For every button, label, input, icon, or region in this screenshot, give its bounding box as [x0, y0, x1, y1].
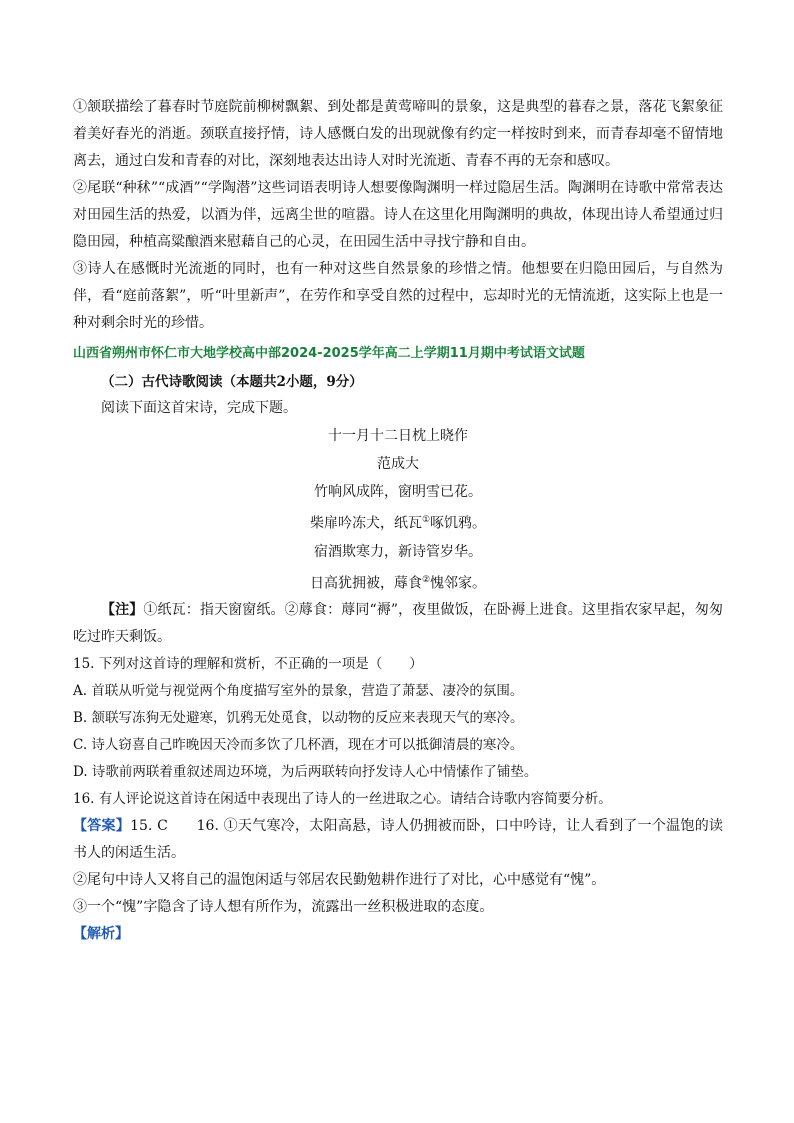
poem-line-4-part-a: 日高犹拥被，蓐食: [309, 575, 422, 592]
question-15-option-d: D. 诗歌前两联着重叙述周边环境，为后两联转向抒发诗人心中情愫作了铺垫。: [73, 764, 538, 781]
answer-paragraph-2: ②尾句中诗人又将自己的温饱闲适与邻居农民勤勉耕作进行了对比，心中感觉有“愧”。: [73, 872, 606, 889]
answer-paragraph-1: [73, 813, 723, 867]
poem-author: 范成大: [377, 456, 419, 472]
question-16-stem: 16. 有人评论说这首诗在闲适中表现出了诗人的一丝进取之心。请结合诗歌内容简要分析。: [73, 791, 612, 808]
note-label: 【注】: [101, 602, 144, 619]
question-15-option-c: C. 诗人窃喜自己昨晚因天冷而多饮了几杯酒，现在才可以抵御清晨的寒冷。: [73, 737, 524, 754]
poem-line-1: 竹响风成阵，窗明雪已花。: [314, 484, 482, 500]
analysis-paragraph-1: ①颔联描绘了暮春时节庭院前柳树飘絮、到处都是黄莺啼叫的景象，这是典型的暮春之景，落花飞絮象征着美好春光的消逝。颈联直接抒情，诗人感慨白发的出现就像有约定一样按时到来，而青春却毫不留情地离去，通过白发和青春的对比，深刻地表达出诗人对时光流逝、青春不再的无奈和感叹。: [73, 99, 723, 169]
analysis-paragraph-2: ②尾联“种秫”“成酒”“学陶潜”这些词语表明诗人想要像陶渊明一样过隐居生活。陶渊明在诗歌中常常表达对田园生活的热爱，以酒为伴，远离尘世的喧嚣。诗人在这里化用陶渊明的典故，体现出诗人希望通过归隐田园，种植高粱酿酒来慰藉自己的心灵，在田园生活中寻找宁静和自由。: [73, 180, 723, 250]
poem-note: [73, 597, 723, 651]
source-title: 山西省朔州市怀仁市大地学校高中部2024-2025学年高二上学期11月期中考试语文试题: [73, 346, 585, 361]
poem: [73, 422, 723, 597]
question-15-stem: 15. 下列对这首诗的理解和赏析，不正确的一项是（ ）: [73, 656, 423, 673]
answer-label: 【答案】: [73, 818, 131, 835]
poem-line-2: [73, 506, 723, 538]
instruction: 阅读下面这首宋诗，完成下题。: [101, 400, 297, 416]
poem-line-2-part-b: 啄饥鸦。: [430, 515, 487, 532]
footnote-marker-1: ①: [421, 515, 431, 525]
analysis-label: 【解析】: [73, 926, 129, 943]
poem-line-3: 宿酒欺寒力，新诗管岁华。: [314, 543, 482, 560]
document-content: [73, 94, 723, 948]
analysis-label-paragraph: [73, 921, 723, 948]
poem-title: 十一月十二日枕上晓作: [328, 428, 468, 444]
poem-line-2-part-a: 柴扉吟冻犬，纸瓦: [309, 515, 422, 532]
question-15-option-a: A. 首联从听觉与视觉两个角度描写室外的景象，营造了萧瑟、凄冷的氛围。: [73, 683, 524, 700]
question-15-option-b: B. 颔联写冻狗无处避寒，饥鸦无处觅食，以动物的反应来表现天气的寒冷。: [73, 710, 524, 727]
poem-line-4-part-b: 愧邻家。: [430, 575, 487, 592]
footnote-marker-2: ②: [421, 574, 431, 585]
section-heading: （二）古代诗歌阅读（本题共2小题，9分）: [101, 374, 363, 390]
note-text: ①纸瓦：指天窗窗纸。②蓐食：蓐同“褥”，夜里做饭，在卧褥上进食。这里指农家早起，匆匆吃过昨天剩饭。: [73, 602, 724, 646]
answer-text: 15. C 16. ①天气寒冷，太阳高悬，诗人仍拥被而卧，口中吟诗，让人看到了一个温饱的读书人的闲适生活。: [73, 818, 724, 862]
answer-paragraph-3: ③一个“愧”字隐含了诗人想有所作为，流露出一丝积极进取的态度。: [73, 899, 494, 916]
poem-line-4: [73, 566, 723, 598]
analysis-paragraph-3: ③诗人在感慨时光流逝的同时，也有一种对这些自然景象的珍惜之情。他想要在归隐田园后，与自然为伴，看“庭前落絮”，听“叶里新声”，在劳作和享受自然的过程中，忘却时光的无情流逝，这实际上也是一种对剩余时光的珍惜。: [73, 261, 723, 331]
